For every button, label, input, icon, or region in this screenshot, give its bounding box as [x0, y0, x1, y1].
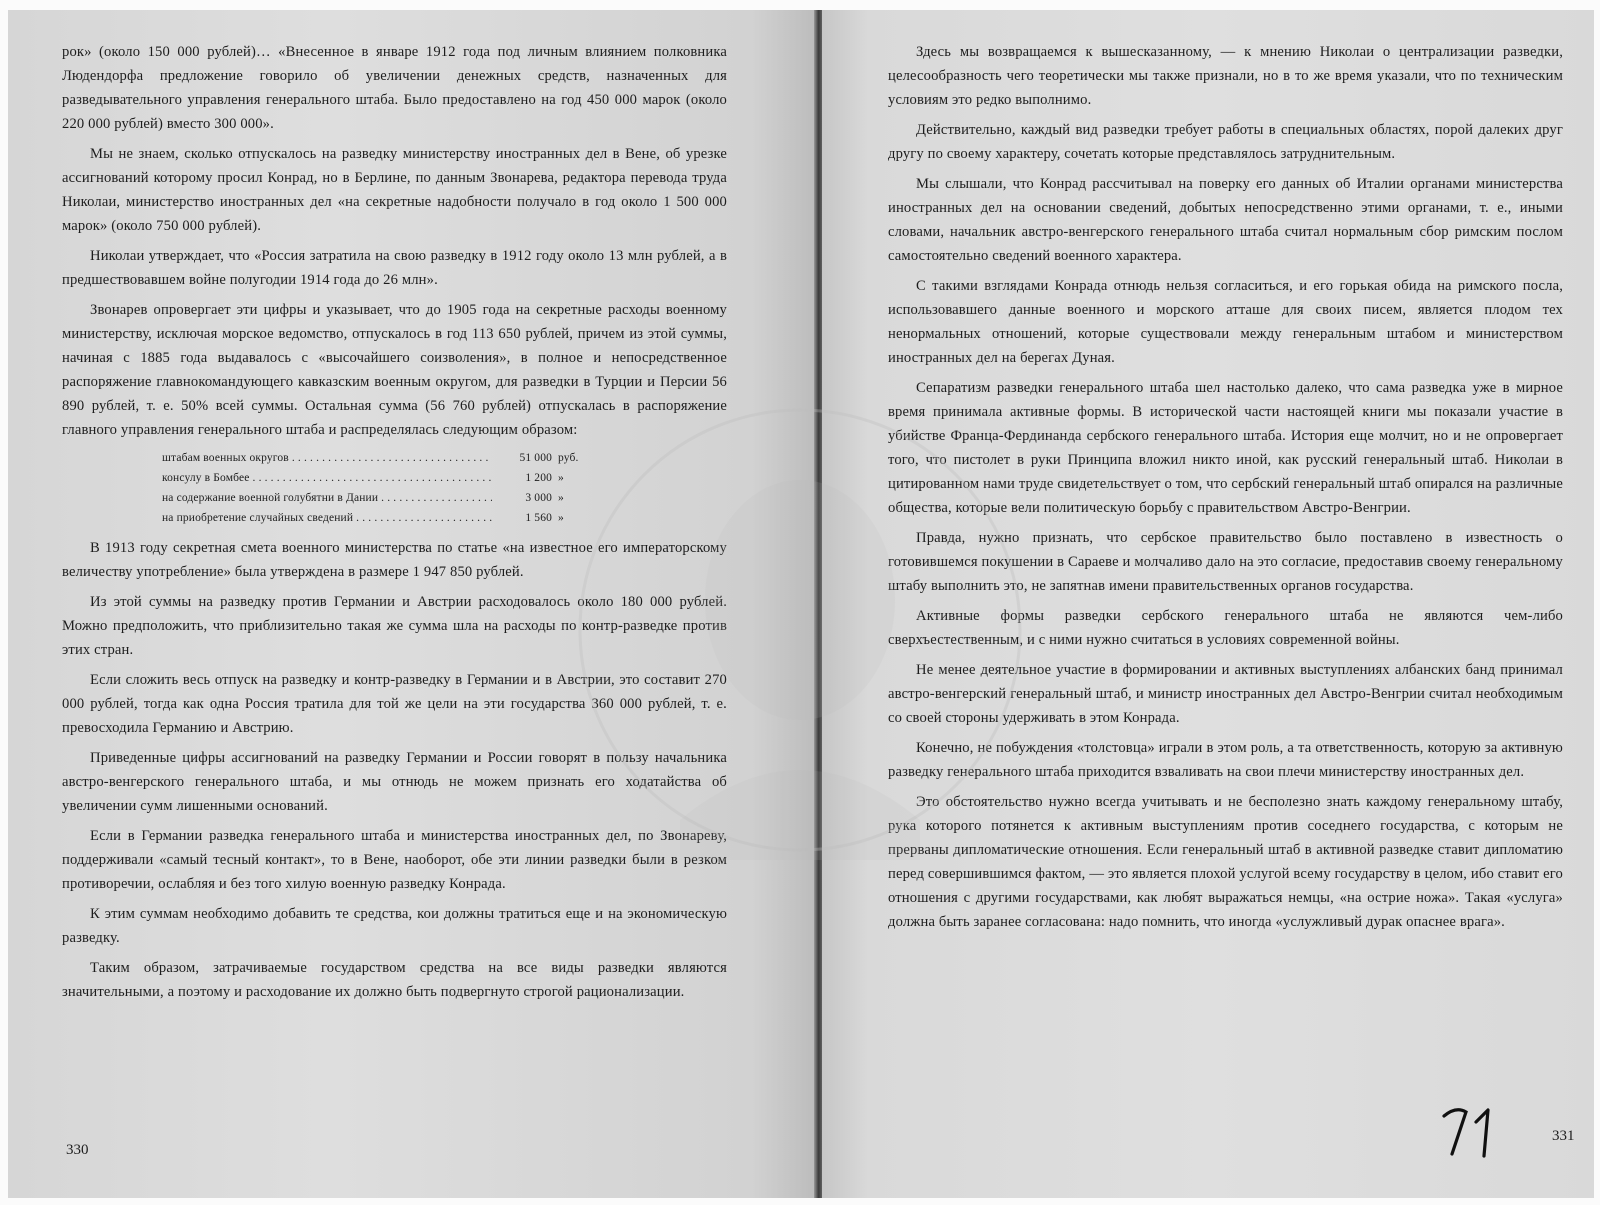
- left-paragraph-4: Звонарев опровергает эти цифры и указывает, что до 1905 года на секретные расходы военному министерству, исключая морское ведомство, отпускалось в год 113 650 рублей, причем из этой суммы, начиная с 1885 года выдавалось с «высочайшего соизволения», в полное и непосредственное распоряжение главнокомандующего кавказским военным округом, для разведки в Турции и Персии 56 890 рублей, т. е. 50% всей суммы. Остальная сумма (56 760 рублей) отпускалась в распоряжение главного управления генерального штаба и распределялась следующим образом:: [62, 302, 727, 438]
- allocation-amount: 1 560: [525, 512, 552, 524]
- left-page-text: [62, 40, 727, 1010]
- right-paragraph-8: Не менее деятельное участие в формировании и активных выступлениях албанских банд принимал австро-венгерский генеральный штаб, и министр иностранных дел Австро-Венгрии считал необходимым со своей стороны удерживать в этом Конрада.: [888, 662, 1563, 726]
- right-paragraph-9: Конечно, не побуждения «толстовца» играли в этом роль, а та ответственность, которую за активную разведку генерального штаба приходится взваливать на свои плечи министерству иностранных дел.: [888, 740, 1563, 780]
- left-paragraph-5: В 1913 году секретная смета военного министерства по статье «на известное его императорскому величеству употребление» была утверждена в размере 1 947 850 рублей.: [62, 540, 727, 580]
- allocation-row: [162, 488, 727, 508]
- allocation-unit: руб.: [558, 452, 579, 464]
- left-paragraph-2: Мы не знаем, сколько отпускалось на разведку министерству иностранных дел в Вене, об урезке ассигнований которому просил Конрад, но в Берлине, по данным Звонарева, редактора перевода труда Николаи, министерство иностранных дел «на секретные надобности получало в год около 1 500 000 марок» (около 750 000 рублей).: [62, 146, 727, 234]
- left-paragraph-7: Если сложить весь отпуск на разведку и контр-разведку в Германии и в Австрии, это составит 270 000 рублей, тогда как одна Россия тратила для той же цели на эти государства 360 000 рублей, т. е. превосходила Германию и Австрию.: [62, 672, 727, 736]
- left-paragraph-9: Если в Германии разведка генерального штаба и министерства иностранных дел, по Звонареву, поддерживали «самый тесный контакт», то в Вене, наоборот, обе эти линии разведки были в резком противоречии, ослабляя и без того хилую военную разведку Конрада.: [62, 828, 727, 892]
- allocation-row: [162, 468, 727, 488]
- allocation-label: на приобретение случайных сведений . . .: [162, 508, 492, 528]
- allocation-row: [162, 508, 727, 528]
- right-page: [822, 10, 1594, 1198]
- allocation-amount: 3 000: [525, 492, 552, 504]
- right-paragraph-3: Мы слышали, что Конрад рассчитывал на поверку его данных об Италии органами министерства иностранных дел на основании сведений, добытых непосредственно этими органами, т. е., иными словами, начальник австро-венгерского генерального штаба считал нормальным сбор римским послом самостоятельно сведений военного характера.: [888, 176, 1563, 264]
- left-paragraph-6: Из этой суммы на разведку против Германии и Австрии расходовалось около 180 000 рублей. Можно предположить, что приблизительно такая же сумма шла на расходы по контр-разведке против этих стран.: [62, 594, 727, 658]
- allocation-label: штабам военных округов . . .: [162, 448, 492, 468]
- left-paragraph-8: Приведенные цифры ассигнований на разведку Германии и России говорят в пользу начальника австро-венгерского генерального штаба, и мы отнюдь не можем признать его ходатайства об увеличении сумм лишенными оснований.: [62, 750, 727, 814]
- page-number-left: 330: [66, 1142, 89, 1158]
- right-paragraph-7: Активные формы разведки сербского генерального штаба не являются чем-либо сверхъестественным, и с ними нужно считаться в условиях современной войны.: [888, 608, 1563, 648]
- right-paragraph-4: С такими взглядами Конрада отнюдь нельзя согласиться, и его горькая обида на римского посла, использовавшего данные военного и морского атташе для своих писем, является плодом тех ненормальных отношений, которые существовали между генеральным штабом и министерством иностранных дел на берегах Дуная.: [888, 278, 1563, 366]
- page-number-right: 331: [1552, 1128, 1575, 1144]
- left-paragraph-1: рок» (около 150 000 рублей)… «Внесенное в январе 1912 года под личным влиянием полковника Людендорфа предложение говорило об увеличении денежных средств, назначенных для разведывательного управления генерального штаба. Было предоставлено на год 450 000 марок (около 220 000 рублей) вместо 300 000».: [62, 44, 727, 132]
- allocation-unit: »: [558, 492, 564, 504]
- allocation-row: [162, 448, 727, 468]
- left-paragraph-11: Таким образом, затрачиваемые государством средства на все виды разведки являются значительными, а поэтому и расходование их должно быть подвергнуто строгой рационализации.: [62, 960, 727, 1000]
- right-paragraph-5: Сепаратизм разведки генерального штаба шел настолько далеко, что сама разведка уже в мирное время принимала активные формы. В исторической части настоящей книги мы показали участие в убийстве Франца-Фердинанда сербского генерального штаба. История еще молчит, но и не опровергает того, что пистолет в руки Принципа вложил никто иной, как русский генеральный штаб. Николаи в цитированном нами труде свидетельствует о том, что сербский генеральный штаб опирался на различные общества, которые вели политическую борьбу с правительством Австро-Венгрии.: [888, 380, 1563, 516]
- left-page: [8, 10, 816, 1198]
- handwritten-folio-mark: [1438, 1102, 1500, 1158]
- right-paragraph-6: Правда, нужно признать, что сербское правительство было поставлено в известность о готовившемся покушении в Сараеве и молчаливо дало на это согласие, предоставив своему генеральному штабу выполнить это, не запятнав имени правительственных органов государства.: [888, 530, 1563, 594]
- allocation-unit: »: [558, 512, 564, 524]
- left-paragraph-3: Николаи утверждает, что «Россия затратила на свою разведку в 1912 году около 13 млн рублей, а в предшествовавшем войне полугодии 1914 года до 26 млн».: [62, 248, 727, 288]
- allocation-amount: 1 200: [525, 472, 552, 484]
- right-paragraph-1: Здесь мы возвращаемся к вышесказанному, — к мнению Николаи о централизации разведки, целесообразность чего теоретически мы также признали, но в то же время указали, что по техническим условиям это редко выполнимо.: [888, 44, 1563, 108]
- allocation-label: на содержание военной голубятни в Дании . . .: [162, 488, 492, 508]
- right-page-text: [888, 40, 1563, 940]
- allocation-unit: »: [558, 472, 564, 484]
- allocation-table: [162, 448, 727, 528]
- allocation-label: консулу в Бомбее . . .: [162, 468, 492, 488]
- right-paragraph-2: Действительно, каждый вид разведки требует работы в специальных областях, порой далеких друг другу по своему характеру, сочетать которые представлялось затруднительным.: [888, 122, 1563, 162]
- allocation-amount: 51 000: [519, 452, 552, 464]
- left-paragraph-10: К этим суммам необходимо добавить те средства, кои должны тратиться еще и на экономическую разведку.: [62, 906, 727, 946]
- right-paragraph-10: Это обстоятельство нужно всегда учитывать и не бесполезно знать каждому генеральному штабу, рука которого потянется к активным выступлениям против соседнего государства, с которым не прерваны дипломатические отношения. Если генеральный штаб в активной разведке ставит дипломатию перед совершившимся фактом, — это является плохой услугой всему государству в целом, ибо ставит его отношения с другими государствами, как любят выражаться немцы, «на острие ножа». Такая «услуга» должна быть заранее согласована: надо помнить, что иногда «услужливый дурак опаснее врага».: [888, 794, 1563, 930]
